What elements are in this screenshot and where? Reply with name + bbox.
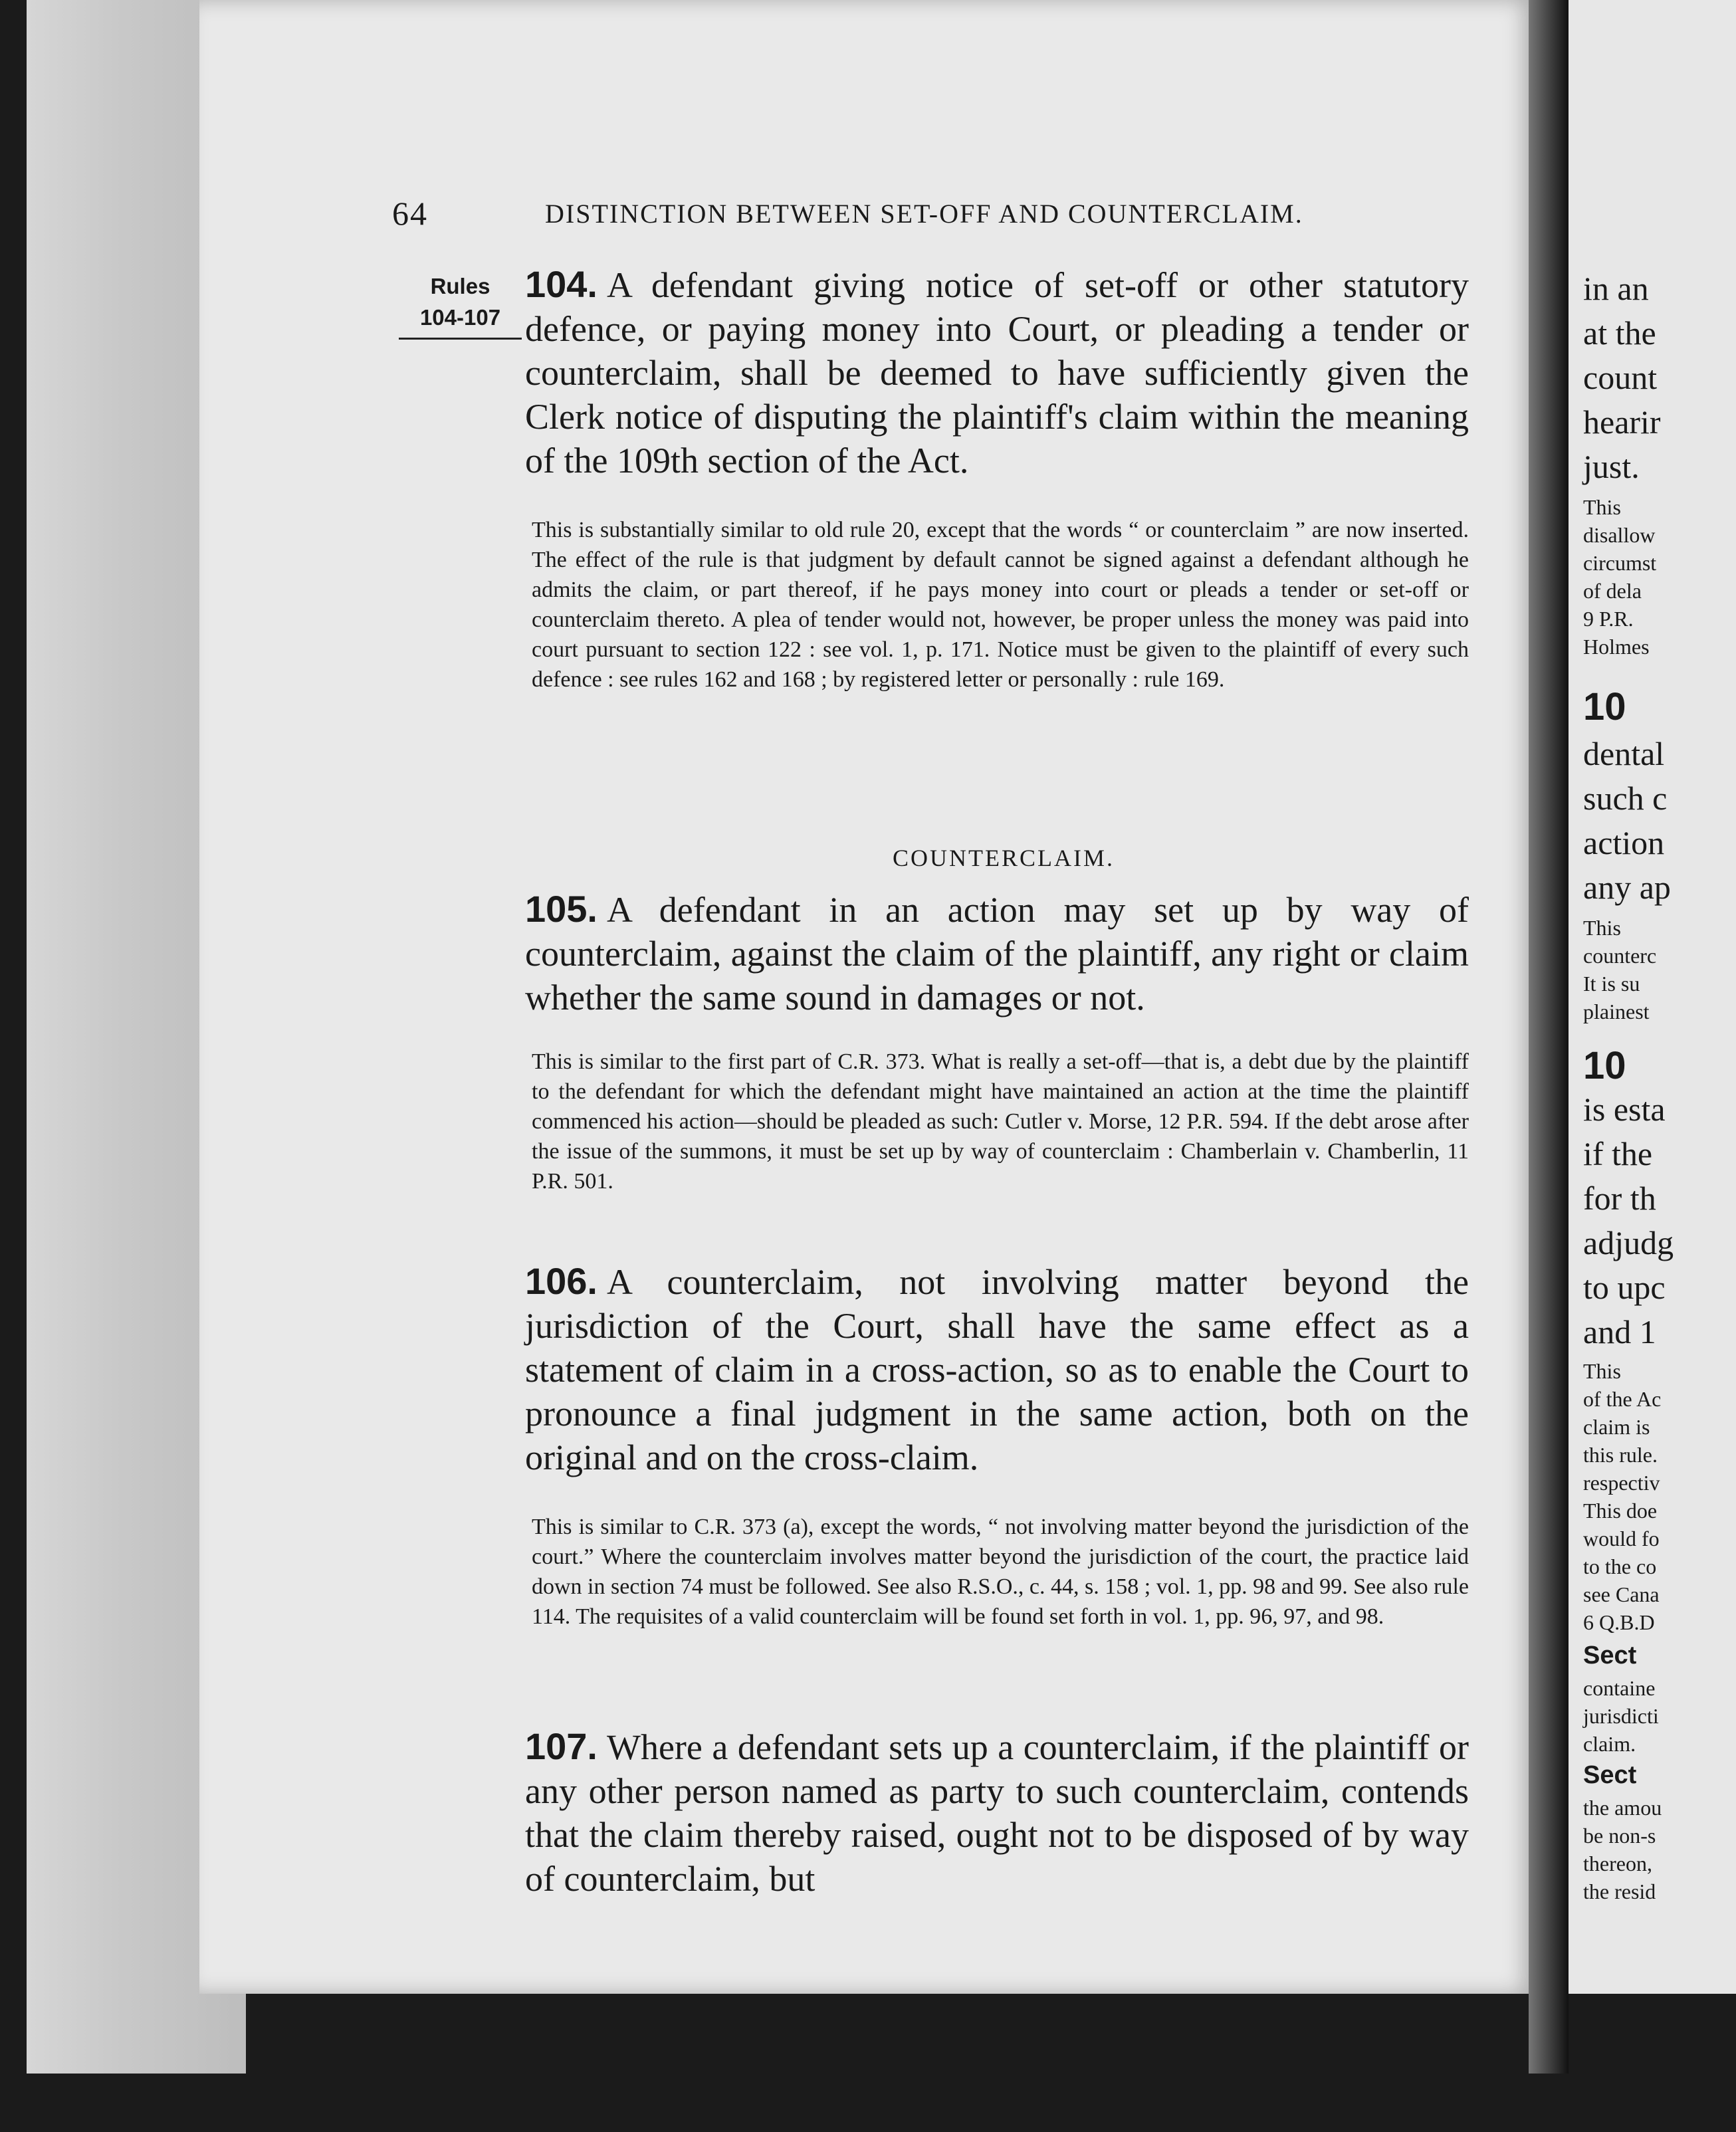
margin-note-label: Rules xyxy=(430,274,490,298)
right-page-line: if the xyxy=(1583,1135,1653,1172)
right-page-line: at the xyxy=(1583,314,1656,352)
rule-107 xyxy=(525,1725,1469,1901)
right-page-line: any ap xyxy=(1583,869,1671,906)
right-page-rule-number: 10 xyxy=(1583,685,1626,728)
right-page-line: be non-s xyxy=(1583,1824,1656,1848)
rule-text: A defendant in an action may set up by way of counterclaim, against the claim of the plaintiff, any right or claim whether the same sound in damages or not. xyxy=(525,890,1469,1017)
right-page-line: claim. xyxy=(1583,1732,1636,1756)
rule-text: A counterclaim, not involving matter beyond the jurisdiction of the Court, shall have the same effect as a statement of claim in a cross-action, so as to enable the Court to pronounce a final judgment in the same action, both on the original and on the cross-claim. xyxy=(525,1262,1469,1477)
right-page-line: the resid xyxy=(1583,1879,1656,1903)
rule-106-note: This is similar to C.R. 373 (a), except the words, “ not involving matter beyond the jurisdiction of the court.” Where the counterclaim involves matter beyond the jurisdiction of the court, the practice laid down in section 74 must be followed. See also R.S.O., c. 44, s. 158 ; vol. 1, pp. 98 and 99. See also rule 114. The requisites of a valid counterclaim will be found set forth in vol. 1, pp. 96, 97, and 98. xyxy=(532,1515,1469,1629)
right-page-line: dental xyxy=(1583,735,1665,772)
right-page-line: is esta xyxy=(1583,1091,1666,1128)
right-page-line: disallow xyxy=(1583,523,1656,547)
right-page-line: would fo xyxy=(1583,1527,1660,1550)
right-page-line: containe xyxy=(1583,1676,1656,1700)
margin-note-range: 104-107 xyxy=(399,302,522,340)
right-page-section-label: Sect xyxy=(1583,1761,1637,1789)
margin-note xyxy=(399,271,522,340)
rule-104 xyxy=(525,263,1469,482)
right-page-line: the amou xyxy=(1583,1796,1662,1820)
right-page-line: count xyxy=(1583,359,1658,396)
right-page-line: in an xyxy=(1583,270,1649,307)
right-page-line: This xyxy=(1583,916,1621,940)
right-page-line: adjudg xyxy=(1583,1224,1674,1261)
rule-105 xyxy=(525,887,1469,1019)
right-page-line: action xyxy=(1583,824,1665,861)
rule-106 xyxy=(525,1259,1469,1479)
rule-number: 106. xyxy=(525,1260,597,1302)
right-page-line: respectiv xyxy=(1583,1471,1660,1495)
right-page-line: claim is xyxy=(1583,1415,1650,1439)
rule-number: 105. xyxy=(525,888,597,930)
right-page-line: This xyxy=(1583,495,1621,519)
right-page-line: jurisdicti xyxy=(1583,1704,1659,1728)
rule-104-note: This is substantially similar to old rule 20, except that the words “ or counterclaim ” are now inserted. The effect of the rule is that judgment by default cannot be signed against a defendant although he admits the claim, or part thereof, if he pays money into court or pleads a tender or set-off or counterclaim thereto. A plea of tender would not, however, be proper unless the money was paid into court pursuant to section 122 : see vol. 1, p. 171. Notice must be given to the plaintiff of every such defence : see rules 162 and 168 ; by registered letter or personally : rule 169. xyxy=(532,518,1469,692)
running-title: DISTINCTION BETWEEN SET-OFF AND COUNTERCLAIM. xyxy=(545,199,1303,229)
right-page-line: thereon, xyxy=(1583,1852,1652,1875)
right-page-line: It is su xyxy=(1583,972,1640,996)
right-page-line: to upc xyxy=(1583,1269,1666,1306)
right-page-line: for th xyxy=(1583,1180,1656,1217)
book-gutter xyxy=(1529,0,1569,2074)
right-page-line: such c xyxy=(1583,780,1668,817)
right-page-line: plainest xyxy=(1583,1000,1650,1023)
right-page-section-label: Sect xyxy=(1583,1642,1637,1669)
section-heading: COUNTERCLAIM. xyxy=(893,845,1115,871)
rule-number: 107. xyxy=(525,1725,597,1767)
right-page-line: see Cana xyxy=(1583,1582,1660,1606)
right-page-line: to the co xyxy=(1583,1554,1657,1578)
right-page-rule-number: 10 xyxy=(1583,1044,1626,1087)
rule-number: 104. xyxy=(525,263,597,305)
facing-page-fragment xyxy=(1569,0,1736,1994)
page-number: 64 xyxy=(392,195,428,232)
right-page-line: of the Ac xyxy=(1583,1387,1662,1411)
right-page-line: circumst xyxy=(1583,551,1657,575)
right-page-line: counterc xyxy=(1583,944,1657,968)
right-page-line: This xyxy=(1583,1359,1621,1383)
right-page-line: Holmes xyxy=(1583,635,1650,659)
rule-text: A defendant giving notice of set-off or other statutory defence, or paying money into Court, or pleading a tender or counterclaim, shall be deemed to have sufficiently given the Clerk notice of disputing the plaintiff's claim within the meaning of the 109th section of the Act. xyxy=(525,265,1469,480)
right-page-line: this rule. xyxy=(1583,1443,1658,1467)
rule-text: Where a defendant sets up a counterclaim, if the plaintiff or any other person named as party to such counterclaim, contends that the claim thereby raised, ought not to be disposed of by way of counterclaim, but xyxy=(525,1727,1469,1899)
right-page-line: This doe xyxy=(1583,1499,1658,1523)
right-page-line: 6 Q.B.D xyxy=(1583,1610,1655,1634)
right-page-line: and 1 xyxy=(1583,1313,1656,1350)
right-page-line: hearir xyxy=(1583,403,1661,441)
right-page-line: of dela xyxy=(1583,579,1642,603)
right-page-line: just. xyxy=(1583,448,1640,485)
right-page-line: 9 P.R. xyxy=(1583,607,1634,631)
rule-105-note: This is similar to the first part of C.R. 373. What is really a set-off—that is, a debt due by the plaintiff to the defendant for which the defendant might have maintained an action at the time the plaintiff commenced his action—should be pleaded as such: Cutler v. Morse, 12 P.R. 594. If the debt arose after the issue of the summons, it must be set up by way of counterclaim : Chamberlain v. Chamberlin, 11 P.R. 501. xyxy=(532,1049,1469,1194)
